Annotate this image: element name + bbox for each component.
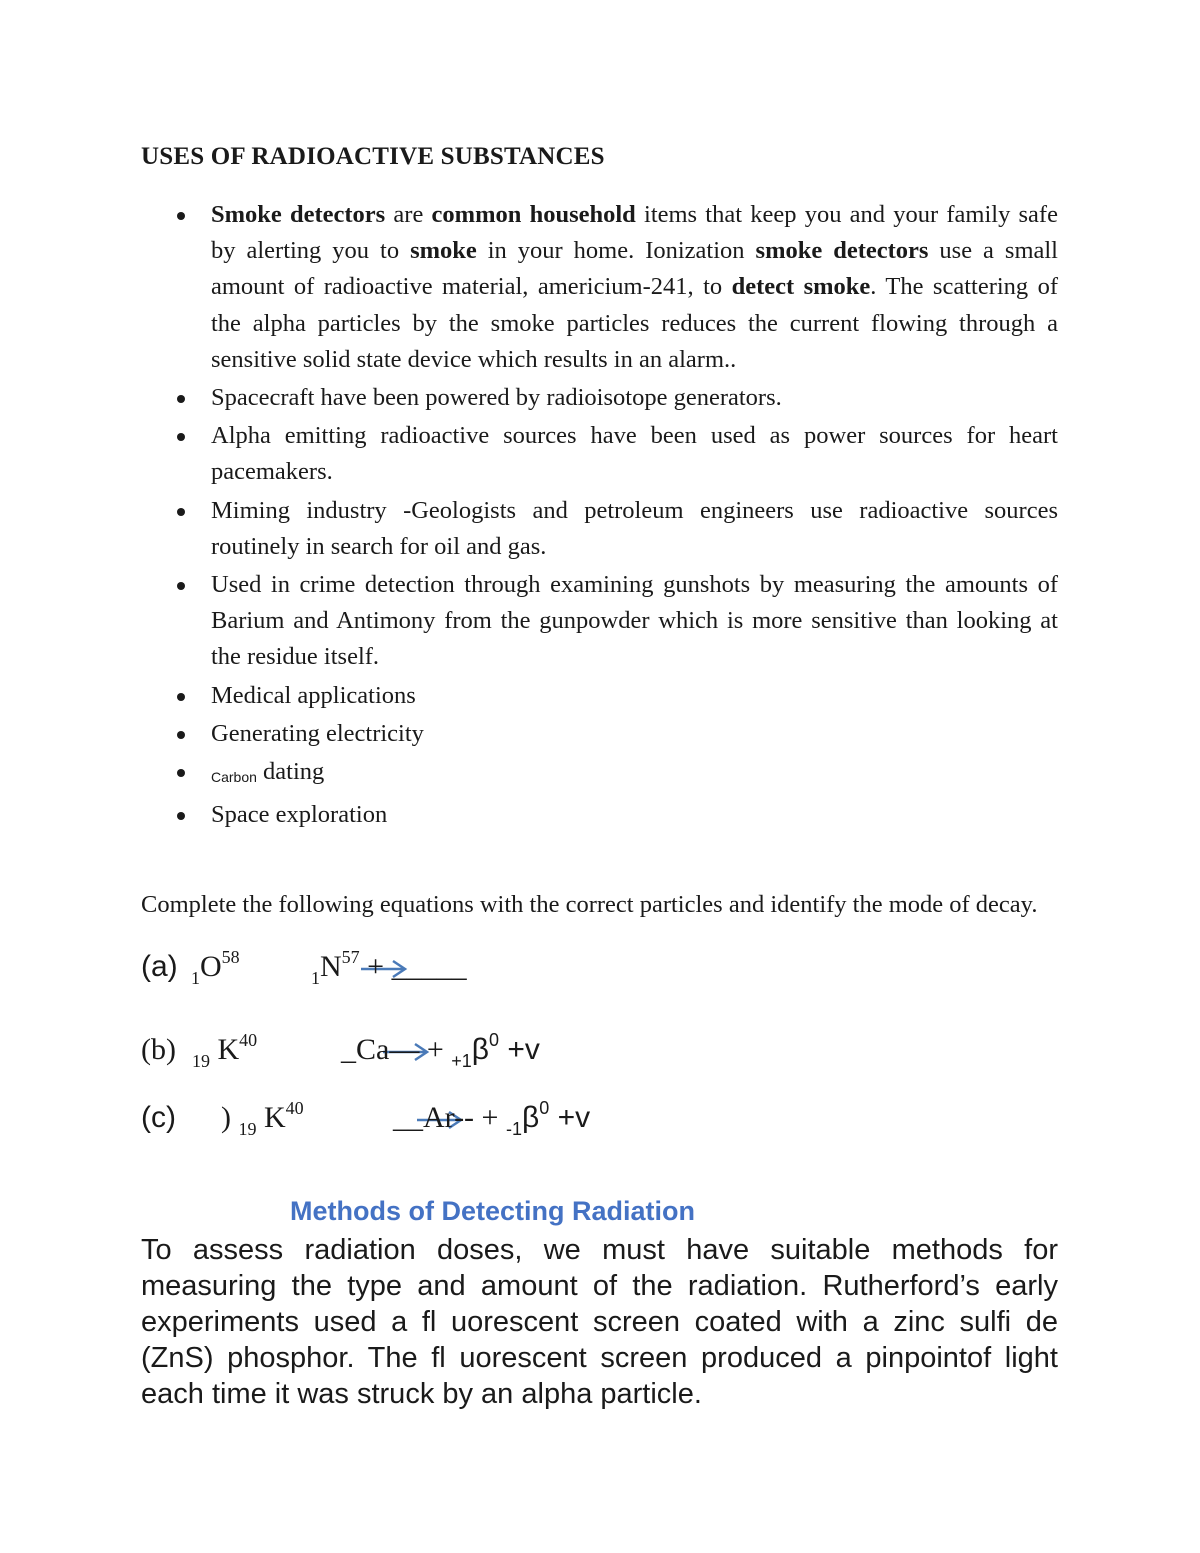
bold-text: Smoke detectors: [211, 201, 386, 228]
reactant: [191, 947, 240, 988]
list-item-crime-detection: Used in crime detection through examining gunshots by measuring the amounts of Barium and Antimony from the gunpowder which is more sensitive than looking at the residue itself.: [141, 567, 1058, 676]
beta-symbol: β: [471, 1033, 490, 1066]
beta-particle: [451, 1030, 540, 1071]
product: [341, 1030, 540, 1071]
superscript: 57: [341, 947, 360, 967]
paren-text: ): [221, 1101, 231, 1134]
list-item-space-exploration: Space exploration: [141, 797, 1058, 833]
superscript: 40: [239, 1030, 258, 1050]
element-symbol: O: [200, 950, 222, 983]
uses-list: [141, 197, 1058, 835]
product: [311, 947, 467, 988]
neutrino-text: +v: [499, 1033, 540, 1066]
instruction-text: Complete the following equations with the correct particles and identify the mode of decay.: [141, 891, 1038, 918]
list-item-carbon-dating: [141, 754, 1058, 795]
superscript: 58: [221, 947, 240, 967]
body-paragraph: To assess radiation doses, we must have suitable methods for measuring the type and amount of the radiation. Rutherford’s early experiments used a fl uorescent screen coated with a zinc sulfi de (ZnS) phosphor. The fl uorescent screen produced a pinpointof light each time it was struck by an alpha particle.: [141, 1234, 1058, 1410]
subscript: 1: [191, 968, 200, 988]
product: [393, 1098, 591, 1139]
neutrino-text: +v: [549, 1101, 591, 1134]
dash-text: --: [454, 1101, 475, 1134]
bold-text: detect smoke: [731, 273, 871, 301]
blank-text: + _____: [359, 950, 467, 983]
element-symbol: K: [256, 1101, 286, 1134]
bold-text: smoke detectors: [755, 237, 929, 265]
section-title: Methods of Detecting Radiation: [290, 1196, 695, 1226]
list-item-mining: Miming industry -Geologists and petroleum engineers use radioactive sources routinely in search for oil and gas.: [141, 493, 1058, 565]
text: are: [385, 201, 432, 228]
subscript: 19: [192, 1051, 210, 1071]
bold-text: common household: [431, 201, 636, 228]
equation-a: [141, 947, 741, 1000]
plus-text: +: [419, 1033, 452, 1066]
text: . The scattering of the alpha particles by the smoke particles reduces the current flowing through a sensitive solid state device which results in an alarm..: [211, 273, 1059, 373]
text: use a small amount of radioactive material, americium-241, to: [211, 237, 1058, 301]
element-symbol: __Ar: [393, 1101, 455, 1134]
list-item-electricity: Generating electricity: [141, 716, 1058, 752]
dash-text: —: [389, 1033, 420, 1066]
element-symbol: K: [210, 1033, 240, 1066]
text: in your home. Ionization: [476, 237, 756, 265]
plus-text: +: [474, 1101, 506, 1134]
equation-label: (b): [141, 1033, 176, 1066]
reactant: [192, 1030, 258, 1071]
equation-label: (c): [141, 1101, 176, 1134]
list-item-smoke-detectors: [141, 197, 1058, 378]
list-item-spacecraft: Spacecraft have been powered by radioisotope generators.: [141, 380, 1058, 416]
equation-label: (a): [141, 950, 178, 983]
text: dating: [256, 758, 325, 786]
bold-text: smoke: [410, 237, 477, 265]
element-symbol: N: [320, 950, 342, 983]
page-heading: USES OF RADIOACTIVE SUBSTANCES: [141, 143, 605, 170]
text: items that keep you and your family safe by alerting you to: [211, 201, 1058, 265]
equation-c: [141, 1098, 741, 1151]
superscript: 0: [539, 1098, 550, 1118]
beta-particle: [505, 1098, 591, 1139]
subscript: 1: [311, 968, 320, 988]
superscript: 0: [489, 1030, 500, 1050]
list-item-pacemakers: Alpha emitting radioactive sources have been used as power sources for heart pacemakers.: [141, 418, 1058, 490]
reactant: [221, 1098, 304, 1139]
subscript: 19: [238, 1119, 257, 1139]
subscript: +1: [451, 1051, 472, 1071]
subscript: -1: [505, 1119, 522, 1139]
superscript: 40: [285, 1098, 304, 1118]
equation-b: [141, 1030, 741, 1083]
list-item-medical: Medical applications: [141, 678, 1058, 714]
element-symbol: _Ca: [341, 1033, 390, 1066]
carbon-small-text: Carbon: [211, 769, 257, 786]
beta-symbol: β: [521, 1101, 540, 1134]
